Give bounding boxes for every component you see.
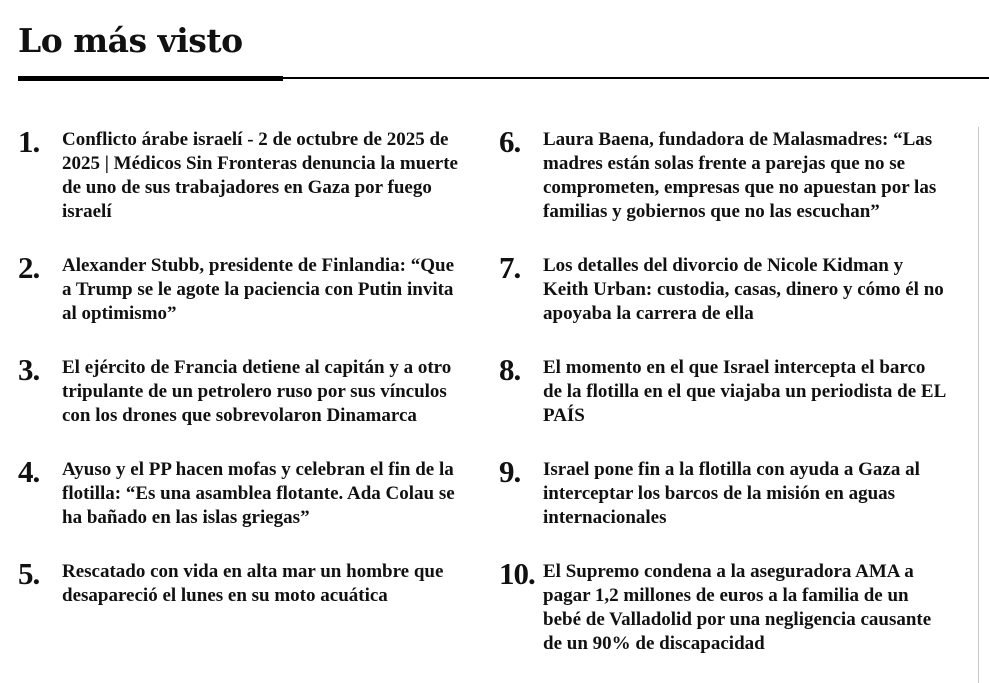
article-headline-link[interactable]: Ayuso y el PP hacen mofas y celebran el fin de la flotilla: “Es una asamblea flotante. Ada Colau se ha bañado en las islas griegas” bbox=[62, 459, 455, 528]
article-item-9 bbox=[499, 454, 949, 530]
article-rank: 5. bbox=[18, 556, 40, 591]
article-rank: 2. bbox=[18, 250, 40, 285]
article-rank: 4. bbox=[18, 454, 40, 489]
article-item-2 bbox=[18, 250, 468, 326]
article-item-6 bbox=[499, 124, 949, 224]
article-headline-link[interactable]: El momento en el que Israel intercepta el barco de la flotilla en el que viajaba un periodista de EL PAÍS bbox=[543, 357, 946, 426]
article-headline-link[interactable]: Alexander Stubb, presidente de Finlandia: “Que a Trump se le agote la paciencia con Putin invita al optimismo” bbox=[62, 255, 455, 324]
article-headline-link[interactable]: El ejército de Francia detiene al capitán y a otro tripulante de un petrolero ruso por sus vínculos con los drones que sobrevolaron Dinamarca bbox=[62, 357, 452, 426]
most-viewed-list bbox=[18, 124, 949, 656]
article-rank: 10. bbox=[499, 556, 535, 591]
article-item-4 bbox=[18, 454, 468, 530]
section-title: Lo más visto bbox=[18, 21, 243, 60]
article-rank: 1. bbox=[18, 124, 40, 159]
article-item-1 bbox=[18, 124, 468, 224]
article-rank: 7. bbox=[499, 250, 521, 285]
article-item-10 bbox=[499, 556, 949, 656]
article-item-3 bbox=[18, 352, 468, 428]
article-headline-link[interactable]: Conflicto árabe israelí - 2 de octubre de 2025 de 2025 | Médicos Sin Fronteras denuncia la muerte de uno de sus trabajadores en Gaza por fuego israelí bbox=[62, 129, 458, 222]
article-item-8 bbox=[499, 352, 949, 428]
article-headline-link[interactable]: Rescatado con vida en alta mar un hombre que desapareció el lunes en su moto acuática bbox=[62, 561, 444, 606]
article-headline-link[interactable]: Los detalles del divorcio de Nicole Kidman y Keith Urban: custodia, casas, dinero y cómo él no apoyaba la carrera de ella bbox=[543, 255, 944, 324]
section-title-rule bbox=[18, 76, 989, 81]
article-headline-link[interactable]: El Supremo condena a la aseguradora AMA a pagar 1,2 millones de euros a la familia de un bebé de Valladolid por una negligencia causante de un 90% de discapacidad bbox=[543, 561, 932, 654]
article-rank: 9. bbox=[499, 454, 521, 489]
right-edge-divider bbox=[978, 127, 979, 683]
article-rank: 8. bbox=[499, 352, 521, 387]
article-rank: 6. bbox=[499, 124, 521, 159]
article-item-7 bbox=[499, 250, 949, 326]
article-item-5 bbox=[18, 556, 468, 656]
article-headline-link[interactable]: Israel pone fin a la flotilla con ayuda a Gaza al interceptar los barcos de la misión en aguas internacionales bbox=[543, 459, 920, 528]
rule-thick-segment bbox=[18, 76, 283, 81]
article-headline-link[interactable]: Laura Baena, fundadora de Malasmadres: “Las madres están solas frente a parejas que no se comprometen, empresas que no apuestan por las familias y gobiernos que no las escuchan” bbox=[543, 129, 937, 222]
article-rank: 3. bbox=[18, 352, 40, 387]
rule-thin-segment bbox=[283, 77, 989, 79]
